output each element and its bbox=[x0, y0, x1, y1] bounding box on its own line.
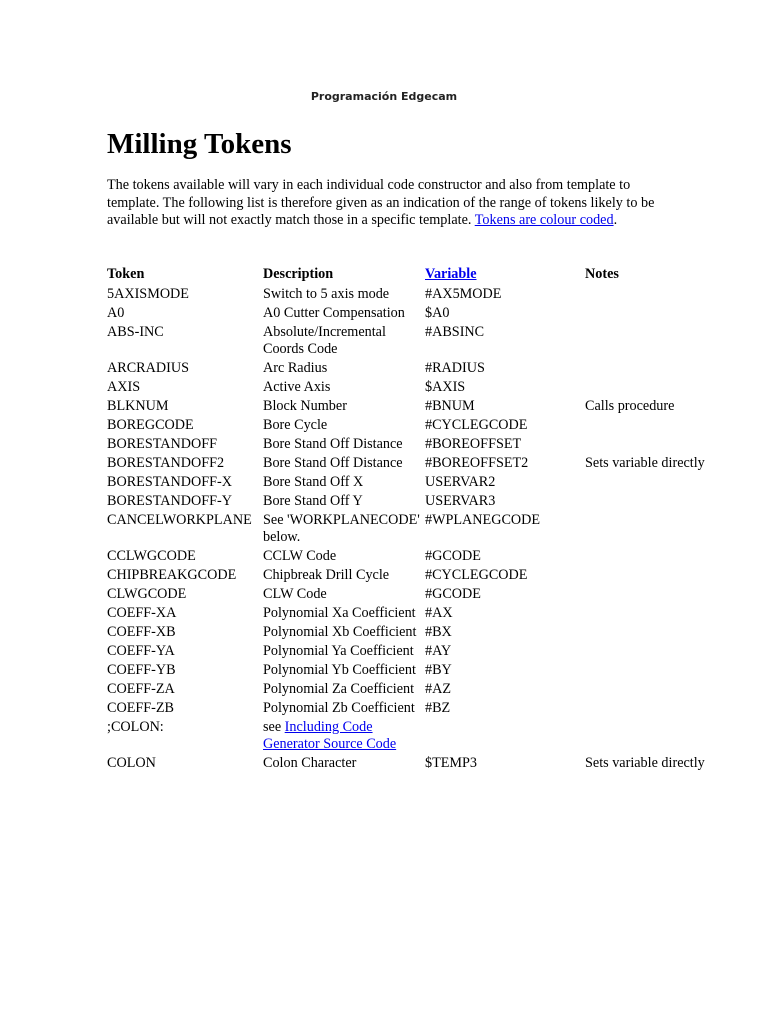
token-cell: COEFF-ZB bbox=[107, 700, 175, 716]
notes-cell: Sets variable directly bbox=[585, 455, 705, 471]
token-cell: 5AXISMODE bbox=[107, 286, 189, 302]
token-cell: COEFF-XB bbox=[107, 624, 176, 640]
table-row bbox=[107, 754, 747, 773]
notes-cell bbox=[585, 286, 747, 303]
description-cell: Bore Cycle bbox=[263, 417, 328, 433]
variable-cell: $AXIS bbox=[425, 379, 466, 395]
table-row bbox=[107, 416, 747, 435]
table-row bbox=[107, 680, 747, 699]
table-row bbox=[107, 718, 747, 754]
token-cell: CCLWGCODE bbox=[107, 548, 196, 564]
table-row bbox=[107, 285, 747, 304]
tokens-colour-coded-link[interactable]: Tokens are colour coded bbox=[474, 212, 614, 229]
token-cell: ABS-INC bbox=[107, 324, 164, 340]
token-cell: ARCRADIUS bbox=[107, 360, 189, 376]
column-header-notes: Notes bbox=[585, 266, 619, 282]
description-cell: Polynomial Yb Coefficient bbox=[263, 662, 416, 678]
table-row bbox=[107, 473, 747, 492]
token-cell: AXIS bbox=[107, 379, 141, 395]
token-cell: ;COLON: bbox=[107, 719, 164, 735]
description-cell: Bore Stand Off X bbox=[263, 474, 364, 490]
token-cell: COEFF-XA bbox=[107, 605, 177, 621]
description-cell: Colon Character bbox=[263, 755, 357, 771]
table-row bbox=[107, 359, 747, 378]
description-cell: Polynomial Ya Coefficient bbox=[263, 643, 414, 659]
variable-cell: #WPLANEGCODE bbox=[425, 512, 541, 528]
tokens-table bbox=[107, 265, 747, 773]
notes-cell: Sets variable directly bbox=[585, 755, 705, 771]
table-row bbox=[107, 492, 747, 511]
column-header-variable bbox=[425, 266, 585, 283]
notes-cell bbox=[585, 643, 747, 660]
token-cell: CHIPBREAKGCODE bbox=[107, 567, 237, 583]
variable-cell: USERVAR2 bbox=[425, 474, 496, 490]
notes-cell bbox=[585, 624, 747, 641]
variable-cell: #BX bbox=[425, 624, 452, 640]
notes-cell bbox=[585, 474, 747, 491]
notes-cell bbox=[585, 436, 747, 453]
table-row bbox=[107, 397, 747, 416]
notes-cell bbox=[585, 605, 747, 622]
token-cell: BLKNUM bbox=[107, 398, 169, 414]
description-cell: CCLW Code bbox=[263, 548, 337, 564]
variable-cell: #BY bbox=[425, 662, 452, 678]
token-cell: BORESTANDOFF-Y bbox=[107, 493, 232, 509]
token-cell: COLON bbox=[107, 755, 156, 771]
variable-cell: #GCODE bbox=[425, 548, 481, 564]
description-cell: Polynomial Zb Coefficient bbox=[263, 700, 415, 716]
notes-cell bbox=[585, 417, 747, 434]
token-cell: COEFF-YA bbox=[107, 643, 175, 659]
description-cell: See 'WORKPLANECODE' below. bbox=[263, 512, 420, 545]
variable-cell: #BOREOFFSET2 bbox=[425, 455, 529, 471]
intro-paragraph bbox=[107, 177, 667, 230]
table-row bbox=[107, 304, 747, 323]
page-header: Programación Edgecam bbox=[310, 90, 458, 103]
table-row bbox=[107, 435, 747, 454]
variable-cell bbox=[425, 719, 585, 753]
variable-cell: #AX5MODE bbox=[425, 286, 502, 302]
table-row bbox=[107, 585, 747, 604]
table-row bbox=[107, 604, 747, 623]
table-row bbox=[107, 566, 747, 585]
variable-cell: #AZ bbox=[425, 681, 452, 697]
notes-cell bbox=[585, 360, 747, 377]
table-row bbox=[107, 547, 747, 566]
table-row bbox=[107, 699, 747, 718]
description-cell: A0 Cutter Compensation bbox=[263, 305, 405, 321]
description-cell: Block Number bbox=[263, 398, 347, 414]
variable-cell: #CYCLEGCODE bbox=[425, 567, 528, 583]
description-cell: Polynomial Xb Coefficient bbox=[263, 624, 417, 640]
intro-end: . bbox=[613, 212, 618, 229]
table-row bbox=[107, 323, 747, 359]
notes-cell bbox=[585, 567, 747, 584]
description-cell: Switch to 5 axis mode bbox=[263, 286, 390, 302]
token-cell: CLWGCODE bbox=[107, 586, 187, 602]
token-cell: COEFF-YB bbox=[107, 662, 176, 678]
description-cell: Polynomial Za Coefficient bbox=[263, 681, 415, 697]
description-cell: Chipbreak Drill Cycle bbox=[263, 567, 390, 583]
variable-cell: #RADIUS bbox=[425, 360, 485, 376]
variable-cell: #GCODE bbox=[425, 586, 481, 602]
description-cell: Bore Stand Off Y bbox=[263, 493, 363, 509]
variable-cell: #BZ bbox=[425, 700, 451, 716]
variable-cell: #BNUM bbox=[425, 398, 475, 414]
variable-cell: #AX bbox=[425, 605, 453, 621]
notes-cell bbox=[585, 662, 747, 679]
variable-cell: #AY bbox=[425, 643, 452, 659]
notes-cell bbox=[585, 586, 747, 603]
intro-text: The tokens available will vary in each individual code constructor and also from template to template. The following list is therefore given as an indication of the range of tokens likely to be available but will not exactly match those in a specific template. bbox=[107, 177, 655, 229]
token-cell: BORESTANDOFF2 bbox=[107, 455, 225, 471]
description-cell: Active Axis bbox=[263, 379, 331, 395]
variable-cell: USERVAR3 bbox=[425, 493, 496, 509]
page-title: Milling Tokens bbox=[107, 128, 292, 160]
notes-cell bbox=[585, 493, 747, 510]
variable-cell: #ABSINC bbox=[425, 324, 485, 340]
token-cell: COEFF-ZA bbox=[107, 681, 175, 697]
table-row bbox=[107, 661, 747, 680]
including-code-generator-link[interactable]: Including Code Generator Source Code bbox=[263, 719, 397, 752]
table-row bbox=[107, 378, 747, 397]
table-body bbox=[107, 285, 747, 773]
table-header-row bbox=[107, 265, 747, 285]
token-cell: BOREGCODE bbox=[107, 417, 194, 433]
notes-cell bbox=[585, 512, 747, 546]
notes-cell bbox=[585, 719, 747, 753]
column-header-token: Token bbox=[107, 266, 145, 282]
notes-cell: Calls procedure bbox=[585, 398, 675, 414]
variable-cell: $TEMP3 bbox=[425, 755, 478, 771]
variable-cell: #BOREOFFSET bbox=[425, 436, 522, 452]
table-row bbox=[107, 642, 747, 661]
description-cell bbox=[263, 719, 425, 753]
table-row bbox=[107, 623, 747, 642]
variable-cell: #CYCLEGCODE bbox=[425, 417, 528, 433]
table-row bbox=[107, 511, 747, 547]
column-header-description: Description bbox=[263, 266, 334, 282]
table-row bbox=[107, 454, 747, 473]
token-cell: A0 bbox=[107, 305, 125, 321]
notes-cell bbox=[585, 305, 747, 322]
description-cell: Polynomial Xa Coefficient bbox=[263, 605, 416, 621]
variable-cell: $A0 bbox=[425, 305, 450, 321]
description-cell: CLW Code bbox=[263, 586, 327, 602]
token-cell: BORESTANDOFF-X bbox=[107, 474, 232, 490]
description-cell: Arc Radius bbox=[263, 360, 328, 376]
token-cell: BORESTANDOFF bbox=[107, 436, 218, 452]
notes-cell bbox=[585, 379, 747, 396]
notes-cell bbox=[585, 700, 747, 717]
description-cell: Absolute/Incremental Coords Code bbox=[263, 324, 386, 357]
notes-cell bbox=[585, 548, 747, 565]
description-cell: Bore Stand Off Distance bbox=[263, 436, 403, 452]
notes-cell bbox=[585, 324, 747, 358]
description-prefix: see bbox=[263, 719, 285, 735]
variable-header-link[interactable]: Variable bbox=[425, 266, 477, 282]
notes-cell bbox=[585, 681, 747, 698]
description-cell: Bore Stand Off Distance bbox=[263, 455, 403, 471]
token-cell: CANCELWORKPLANE bbox=[107, 512, 252, 528]
